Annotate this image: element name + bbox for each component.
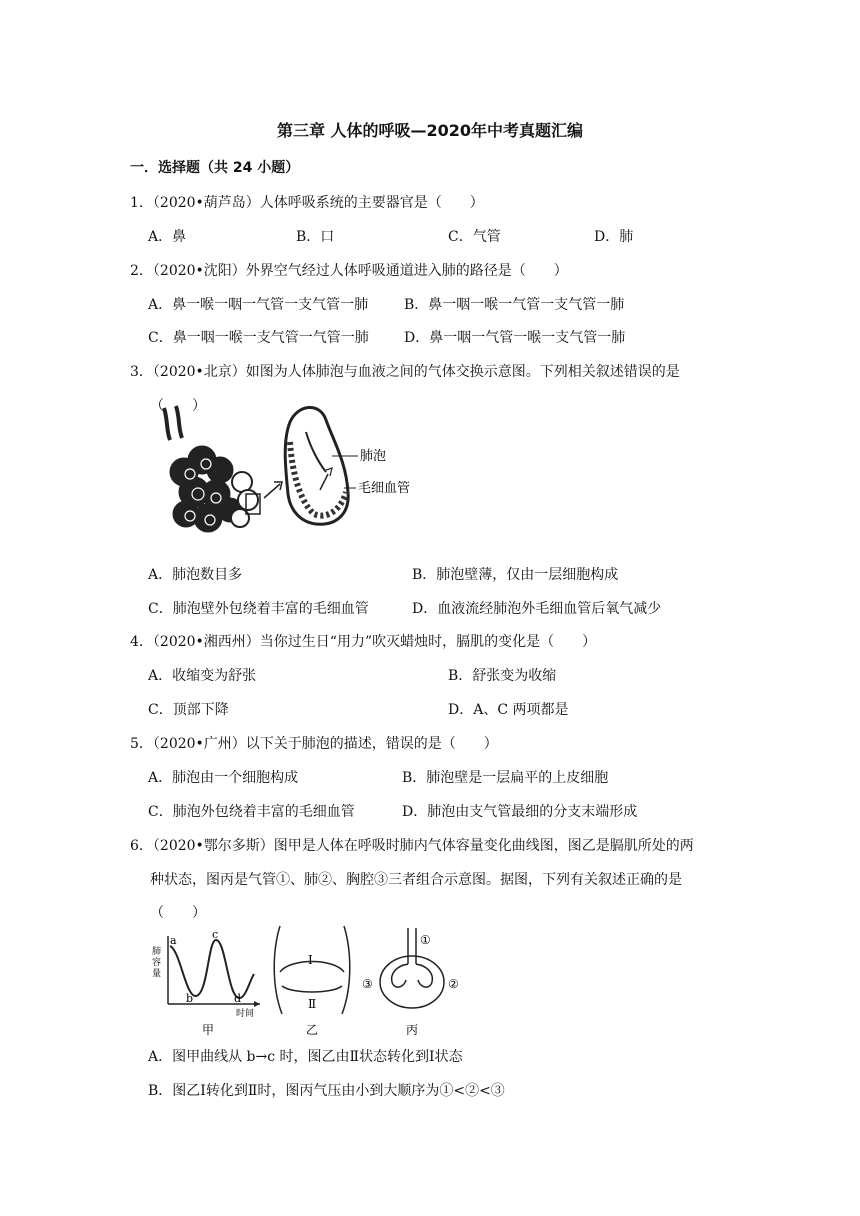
question-4-option-d: D．A、C 两项都是: [448, 702, 569, 718]
svg-text:乙: 乙: [306, 1023, 319, 1037]
question-2-option-d: D．鼻一咽一气管一喉一支气管一肺: [404, 330, 626, 346]
question-3-option-b: B．肺泡壁薄，仅由一层细胞构成: [412, 567, 619, 583]
question-3-stem-cont: （ ）: [150, 398, 206, 414]
diagram-yi: [274, 926, 350, 1037]
svg-text:①: ①: [420, 933, 431, 947]
question-2-stem: 2．（2020•沈阳）外界空气经过人体呼吸通道进入肺的路径是（ ）: [130, 263, 568, 279]
label-alveolus: 肺泡: [360, 449, 387, 464]
svg-text:c: c: [212, 928, 219, 941]
question-5-option-a: A．肺泡由一个细胞构成: [148, 770, 299, 786]
diagram-bing: [362, 928, 459, 1037]
respiration-figure: [150, 922, 470, 1040]
question-1-option-b: B．口: [296, 229, 335, 245]
svg-text:容: 容: [152, 958, 162, 968]
svg-text:肺: 肺: [152, 947, 162, 957]
question-2-option-b: B．鼻一咽一喉一气管一支气管一肺: [404, 297, 625, 313]
question-5-option-c: C．肺泡外包绕着丰富的毛细血管: [148, 804, 355, 820]
svg-text:d: d: [234, 992, 242, 1005]
question-2-option-a: A．鼻一喉一咽一气管一支气管一肺: [148, 297, 369, 313]
question-5-option-d: D．肺泡由支气管最细的分支末端形成: [402, 804, 638, 820]
question-4-option-a: A．收缩变为舒张: [148, 668, 257, 684]
question-3-option-d: D．血液流经肺泡外毛细血管后氧气减少: [412, 601, 662, 617]
question-1-option-a: A．鼻: [148, 229, 187, 245]
svg-text:Ⅱ: Ⅱ: [308, 997, 317, 1011]
question-1-stem: 1．（2020•葫芦岛）人体呼吸系统的主要器官是（ ）: [130, 195, 484, 211]
alveoli-figure: [150, 402, 420, 547]
question-3-option-c: C．肺泡壁外包绕着丰富的毛细血管: [148, 601, 369, 617]
question-6-stem: 6．（2020•鄂尔多斯）图甲是人体在呼吸时肺内气体容量变化曲线图，图乙是膈肌所处的两: [130, 838, 694, 854]
svg-text:时间: 时间: [236, 1009, 255, 1019]
question-3-option-a: A．肺泡数目多: [148, 567, 243, 583]
section-heading: 一．选择题（共 24 小题）: [130, 160, 300, 176]
question-6-option-b: B．图乙Ⅰ转化到Ⅱ时，图丙气压由小到大顺序为①<②<③: [148, 1083, 505, 1099]
question-4-option-c: C．顶部下降: [148, 702, 229, 718]
label-capillary: 毛细血管: [358, 481, 411, 496]
svg-text:丙: 丙: [406, 1023, 419, 1037]
svg-text:b: b: [186, 992, 194, 1005]
svg-text:Ⅰ: Ⅰ: [308, 953, 313, 967]
question-4-stem: 4．（2020•湘西州）当你过生日“用力”吹灭蜡烛时，膈肌的变化是（ ）: [130, 634, 597, 650]
question-5-option-b: B．肺泡壁是一层扁平的上皮细胞: [402, 770, 609, 786]
graph-jia: [152, 928, 260, 1037]
svg-text:a: a: [170, 934, 177, 947]
svg-text:③: ③: [362, 977, 373, 991]
svg-text:②: ②: [448, 977, 459, 991]
svg-text:甲: 甲: [202, 1023, 215, 1037]
page-title: 第三章 人体的呼吸—2020年中考真题汇编: [276, 121, 584, 140]
question-6-stem-cont-2: （ ）: [150, 905, 206, 921]
question-6-option-a: A．图甲曲线从 b→c 时，图乙由Ⅱ状态转化到Ⅰ状态: [148, 1049, 463, 1065]
question-6-stem-cont: 种状态，图丙是气管①、肺②、胸腔③三者组合示意图。据图，下列有关叙述正确的是: [150, 872, 682, 888]
svg-text:量: 量: [152, 969, 162, 979]
question-2-option-c: C．鼻一咽一喉一支气管一气管一肺: [148, 330, 369, 346]
question-1-option-d: D．肺: [594, 229, 634, 245]
question-5-stem: 5．（2020•广州）以下关于肺泡的描述，错误的是（ ）: [130, 736, 498, 752]
question-4-option-b: B．舒张变为收缩: [448, 668, 557, 684]
question-3-stem: 3．（2020•北京）如图为人体肺泡与血液之间的气体交换示意图。下列相关叙述错误的是: [130, 364, 680, 380]
question-1-option-c: C．气管: [448, 229, 501, 245]
